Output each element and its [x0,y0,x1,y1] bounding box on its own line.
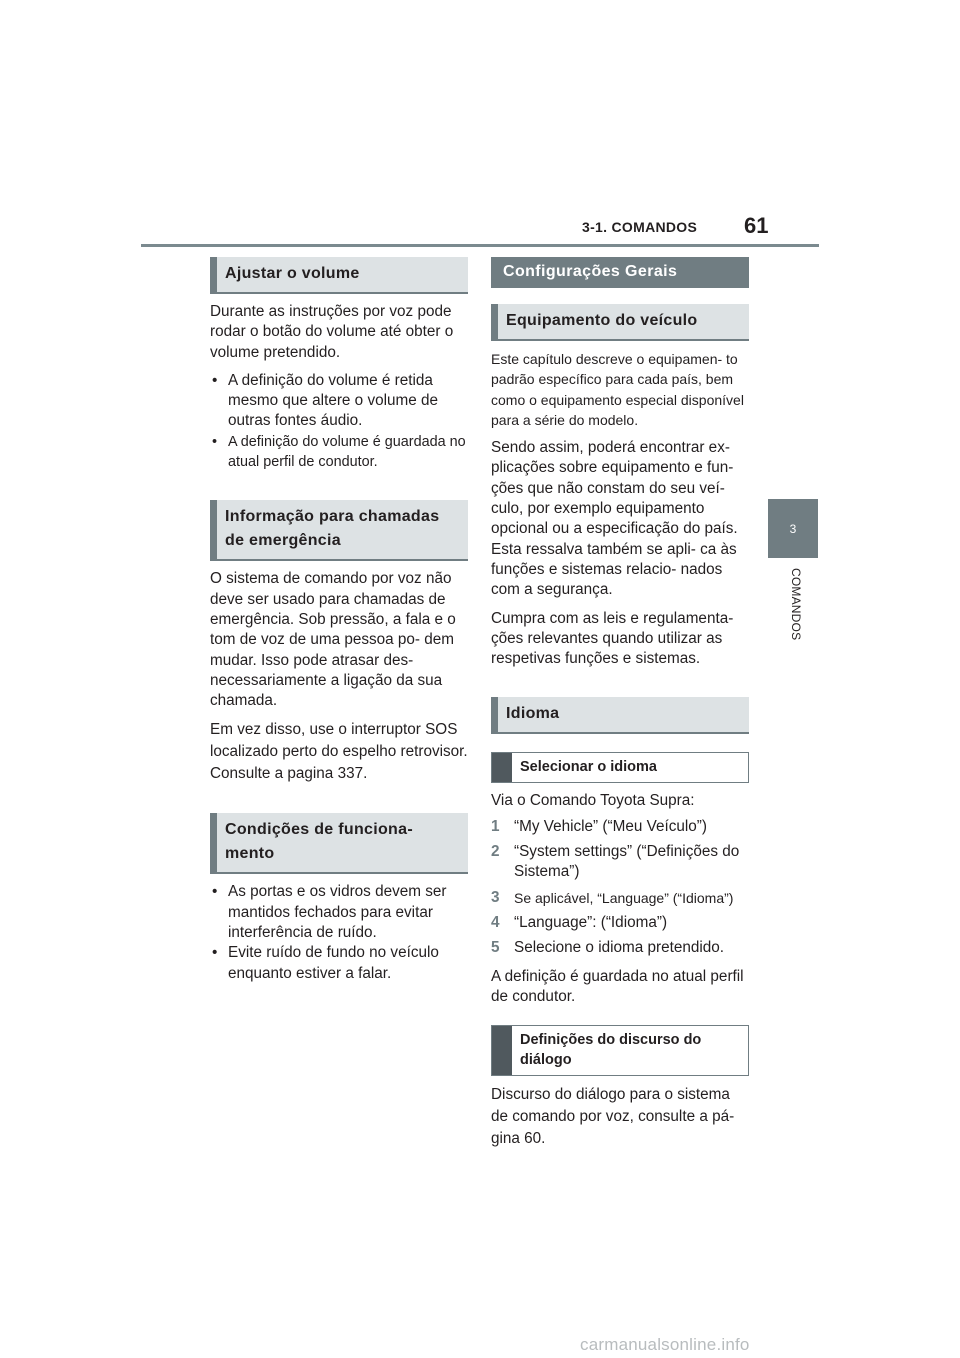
heading-bar [491,697,498,732]
heading-text: Condições de funciona- mento [225,821,413,863]
heading-text: Equipamento do veículo [506,312,698,329]
heading-equipamento [491,304,749,341]
step-text: “Language”: (“Idioma”) [514,913,668,931]
page-number: 61 [744,213,769,238]
step-text: Se aplicável, “Language” (“Idioma”) [514,889,734,906]
section-label: 3-1. COMANDOS [582,219,698,235]
heading-bar [210,813,217,872]
watermark-text: carmanualsonline.info [580,1335,750,1354]
subheading-block [492,1026,512,1075]
language-intro: Via o Comando Toyota Supra: [491,792,695,810]
chapter-tab [768,499,818,558]
subheading-block [492,753,512,782]
dialog-paragraph: Discurso do diálogo para o sistema de comando por voz, consulte a pá- gina 60. [491,1086,735,1148]
step-item [491,888,749,908]
heading-bar [491,304,498,339]
heading-text: Configurações Gerais [503,263,678,280]
step-number: 5 [491,939,500,957]
chapter-number: 3 [789,521,797,536]
heading-text: Ajustar o volume [225,265,360,282]
bullet-item: • As portas e os vidros devem ser mantidos fechados para evitar interferência de ruído. [210,882,468,943]
bullet-item: • A definição do volume é retida mesmo que altere o volume de outras fontes áudio. [210,371,468,432]
heading-configuracoes-gerais [491,257,749,288]
heading-bar [210,500,217,559]
language-outro: A definição é guardada no atual perfil de condutor. [491,967,744,1005]
step-number: 4 [491,913,500,931]
step-item [491,842,749,883]
step-number: 3 [491,888,500,906]
right-column [491,257,749,1158]
step-text: “My Vehicle” (“Meu Veículo”) [514,817,707,835]
emergency-paragraph-1: O sistema de comando por voz não deve ser usado para chamadas de emergência. Sob pressão, a fala e o tom de voz de uma pessoa po- dem mudar. Isso pode atrasar des- necessariamente a ligação da sua chamada. [210,570,456,710]
heading-condicoes [210,813,468,874]
header-divider [141,244,819,247]
step-text: Selecione o idioma pretendido. [514,939,725,957]
heading-bar [210,257,217,292]
heading-ajustar-volume [210,257,468,294]
emergency-paragraph-2: Em vez disso, use o interruptor SOS localizado perto do espelho retrovisor. Consulte a pagina 337. [210,721,468,783]
subheading-discurso-dialogo [491,1025,749,1076]
step-number: 1 [491,817,500,835]
heading-emergencia [210,500,468,561]
subheading-selecionar-idioma [491,752,749,783]
step-number: 2 [491,843,500,861]
subheading-text: Selecionar o idioma [520,759,657,776]
heading-text: Informação para chamadas de emergência [225,508,440,550]
bullet-item: • Evite ruído de fundo no veículo enquanto estiver a falar. [210,943,468,984]
volume-bullets [210,371,468,472]
chapter-side-label: COMANDOS [789,568,803,641]
equipment-paragraph-1: Este capítulo descreve o equipamen- to padrão específico para cada país, bem como o equipamento especial disponível para a série do modelo. [491,351,744,428]
step-item [491,938,749,958]
language-steps [491,817,749,959]
heading-idioma [491,697,749,734]
equipment-paragraph-3: Cumpra com as leis e regulamenta- ções relevantes quando utilizar as respetivas funções e sistemas. [491,609,734,668]
step-item [491,817,749,837]
step-item [491,913,749,933]
step-text: “System settings” (“Definições do Sistema”) [514,843,740,881]
heading-text: Idioma [506,705,560,723]
volume-paragraph: Durante as instruções por voz pode rodar o botão do volume até obter o volume pretendido. [210,303,454,361]
conditions-bullets [210,882,468,983]
left-column [210,257,468,992]
subheading-text: Definições do discurso do diálogo [520,1032,702,1069]
equipment-paragraph-2: Sendo assim, poderá encontrar ex- plicações sobre equipamento e fun- ções que não constam do seu veí- culo, por exemplo equipamento opcional ou a especificação do país. Esta ressalva também se apli- ca às funções e sistemas relacio- nados com a segurança. [491,439,738,599]
bullet-item: • A definição do volume é guardada no atual perfil de condutor. [210,432,468,473]
